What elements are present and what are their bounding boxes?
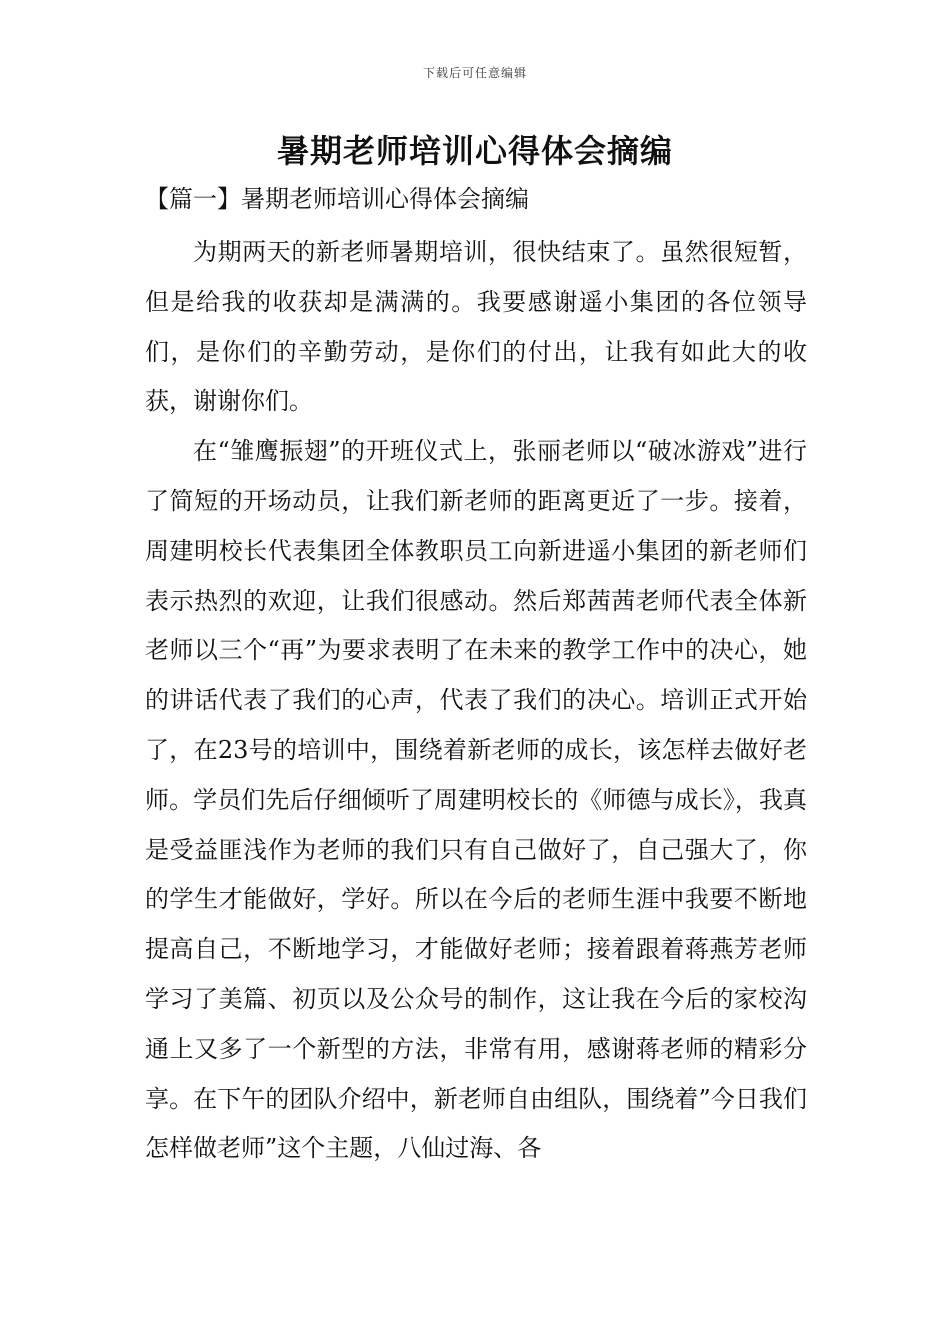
section-heading: 【篇一】暑期老师培训心得体会摘编	[145, 185, 529, 213]
paragraph-2: 在“雏鹰振翅”的开班仪式上，张丽老师以“破冰游戏”进行了简短的开场动员，让我们新老师的距离更近了一步。接着，周建明校长代表集团全体教职员工向新进遥小集团的新老师们表示热烈的欢迎，让我们很感动。然后郑茜茜老师代表全体新老师以三个“再”为要求表明了在未来的教学工作中的决心，她的讲话代表了我们的心声，代表了我们的决心。培训正式开始了，在23号的培训中，围绕着新老师的成长，该怎样去做好老师。学员们先后仔细倾听了周建明校长的《师德与成长》，我真是受益匪浅作为老师的我们只有自己做好了，自己强大了，你的学生才能做好，学好。所以在今后的老师生涯中我要不断地提高自己，不断地学习，才能做好老师；接着跟着蒋燕芳老师学习了美篇、初页以及公众号的制作，这让我在今后的家校沟通上又多了一个新型的方法，非常有用，感谢蒋老师的精彩分享。在下午的团队介绍中，新老师自由组队，围绕着”今日我们怎样做老师”这个主题，八仙过海、各	[145, 437, 807, 1163]
paragraph-1: 为期两天的新老师暑期培训，很快结束了。虽然很短暂，但是给我的收获却是满满的。我要感谢遥小集团的各位领导们，是你们的辛勤劳动，是你们的付出，让我有如此大的收获，谢谢你们。	[145, 238, 807, 416]
header-note: 下载后可任意编辑	[422, 66, 527, 80]
document-title: 暑期老师培训心得体会摘编	[276, 132, 673, 170]
document-body	[145, 228, 807, 1174]
